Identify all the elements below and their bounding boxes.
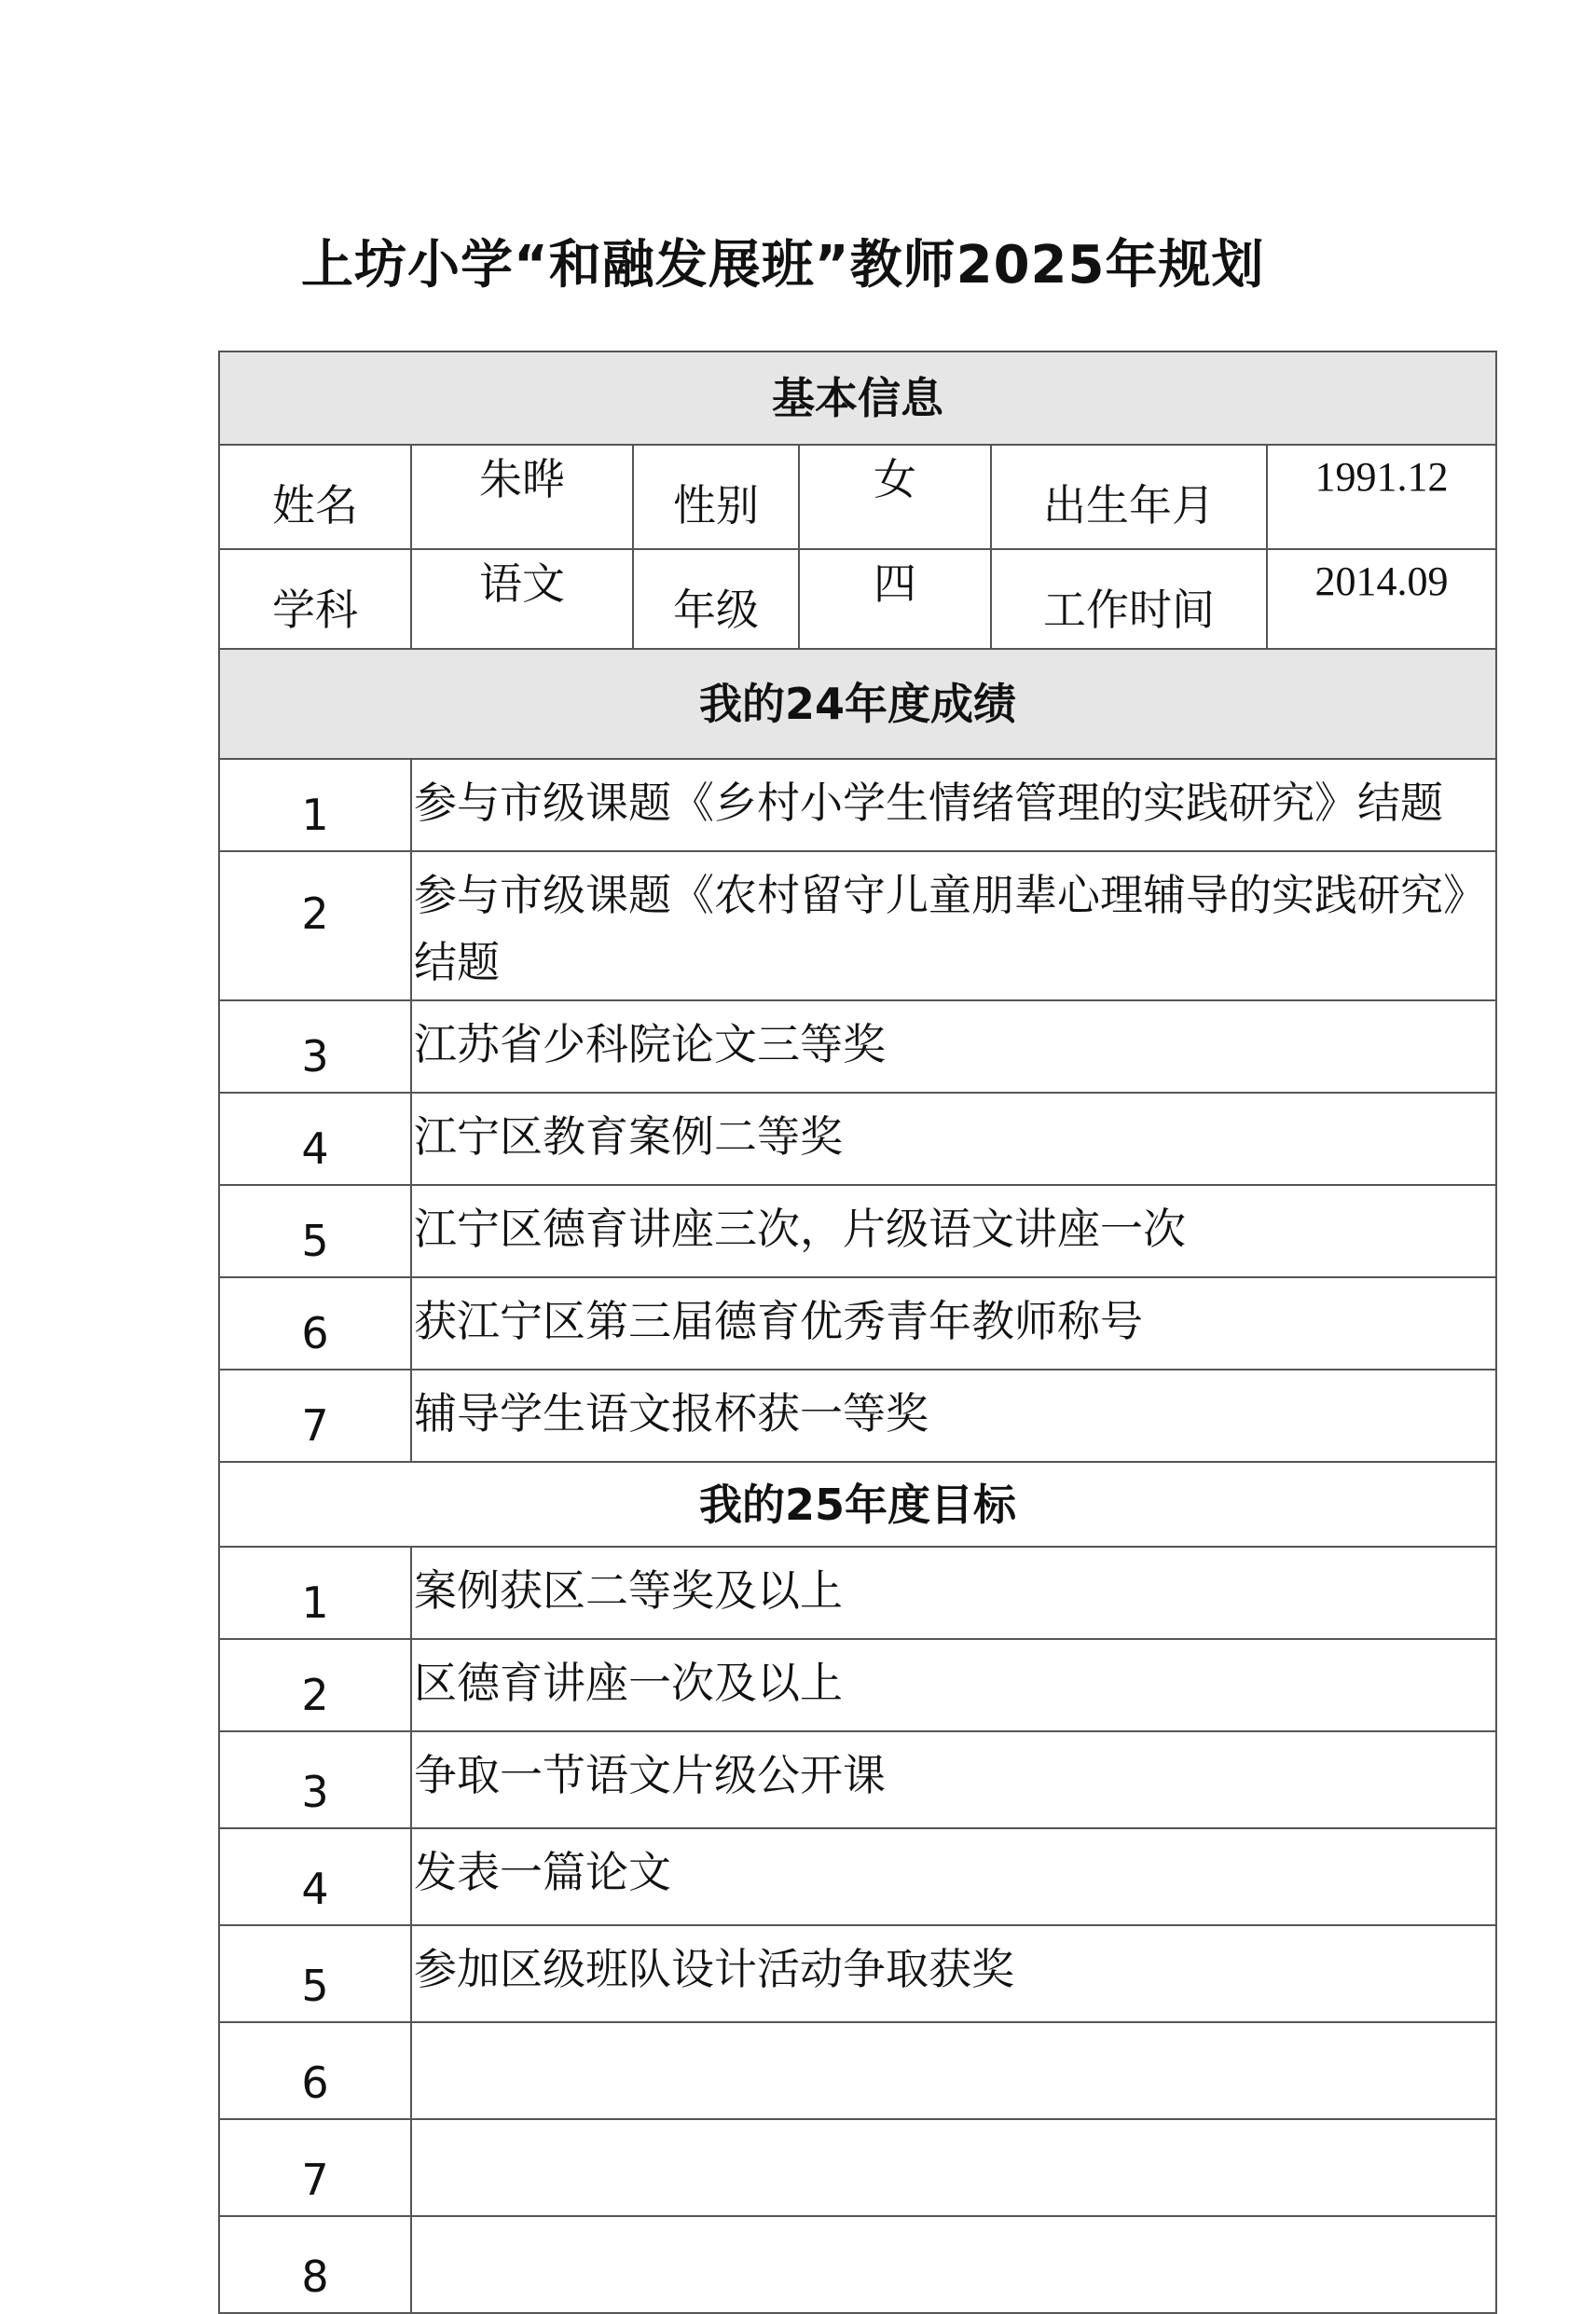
page-title: 上坊小学“和融发展班”教师2025年规划 — [301, 235, 1265, 296]
achievement-text: 获江宁区第三届德育优秀青年教师称号 — [411, 1277, 1496, 1370]
goal-num: 5 — [219, 1925, 411, 2022]
section-basic-info: 基本信息 — [219, 351, 1496, 445]
work-value: 2014.09 — [1267, 549, 1496, 649]
subject-value: 语文 — [411, 549, 633, 649]
goal-text: 参加区级班队设计活动争取获奖 — [411, 1925, 1496, 2022]
goal-text: 争取一节语文片级公开课 — [411, 1731, 1496, 1828]
achievement-text: 江宁区德育讲座三次，片级语文讲座一次 — [411, 1185, 1496, 1277]
goal-num: 7 — [219, 2119, 411, 2216]
name-label: 姓名 — [219, 445, 411, 549]
name-value: 朱晔 — [411, 445, 633, 549]
achievement-num: 3 — [219, 1000, 411, 1093]
goal-text: 区德育讲座一次及以上 — [411, 1639, 1496, 1731]
achievement-text: 辅导学生语文报杯获一等奖 — [411, 1370, 1496, 1462]
birth-label: 出生年月 — [991, 445, 1267, 549]
goal-text: 案例获区二等奖及以上 — [411, 1547, 1496, 1639]
goal-num: 6 — [219, 2022, 411, 2119]
subject-label: 学科 — [219, 549, 411, 649]
achievement-num: 2 — [219, 851, 411, 1000]
gender-label: 性别 — [633, 445, 799, 549]
goal-num: 4 — [219, 1828, 411, 1925]
goal-num: 3 — [219, 1731, 411, 1828]
gender-value: 女 — [799, 445, 991, 549]
goal-num: 2 — [219, 1639, 411, 1731]
achievement-text: 江苏省少科院论文三等奖 — [411, 1000, 1496, 1093]
goal-text — [411, 2022, 1496, 2119]
achievement-num: 7 — [219, 1370, 411, 1462]
goal-num: 8 — [219, 2216, 411, 2313]
achievement-num: 6 — [219, 1277, 411, 1370]
goal-num: 1 — [219, 1547, 411, 1639]
goal-text — [411, 2119, 1496, 2216]
section-goals: 我的25年度目标 — [219, 1462, 1496, 1547]
achievement-num: 4 — [219, 1093, 411, 1185]
grade-label: 年级 — [633, 549, 799, 649]
plan-table — [218, 351, 1497, 2314]
goal-text — [411, 2216, 1496, 2313]
achievement-text: 参与市级课题《乡村小学生情绪管理的实践研究》结题 — [411, 759, 1496, 851]
grade-value: 四 — [799, 549, 991, 649]
goal-text: 发表一篇论文 — [411, 1828, 1496, 1925]
achievement-num: 5 — [219, 1185, 411, 1277]
birth-value: 1991.12 — [1267, 445, 1496, 549]
achievement-text: 参与市级课题《农村留守儿童朋辈心理辅导的实践研究》结题 — [411, 851, 1496, 1000]
achievement-num: 1 — [219, 759, 411, 851]
achievement-text: 江宁区教育案例二等奖 — [411, 1093, 1496, 1185]
work-label: 工作时间 — [991, 549, 1267, 649]
section-achievements: 我的24年度成绩 — [219, 649, 1496, 759]
